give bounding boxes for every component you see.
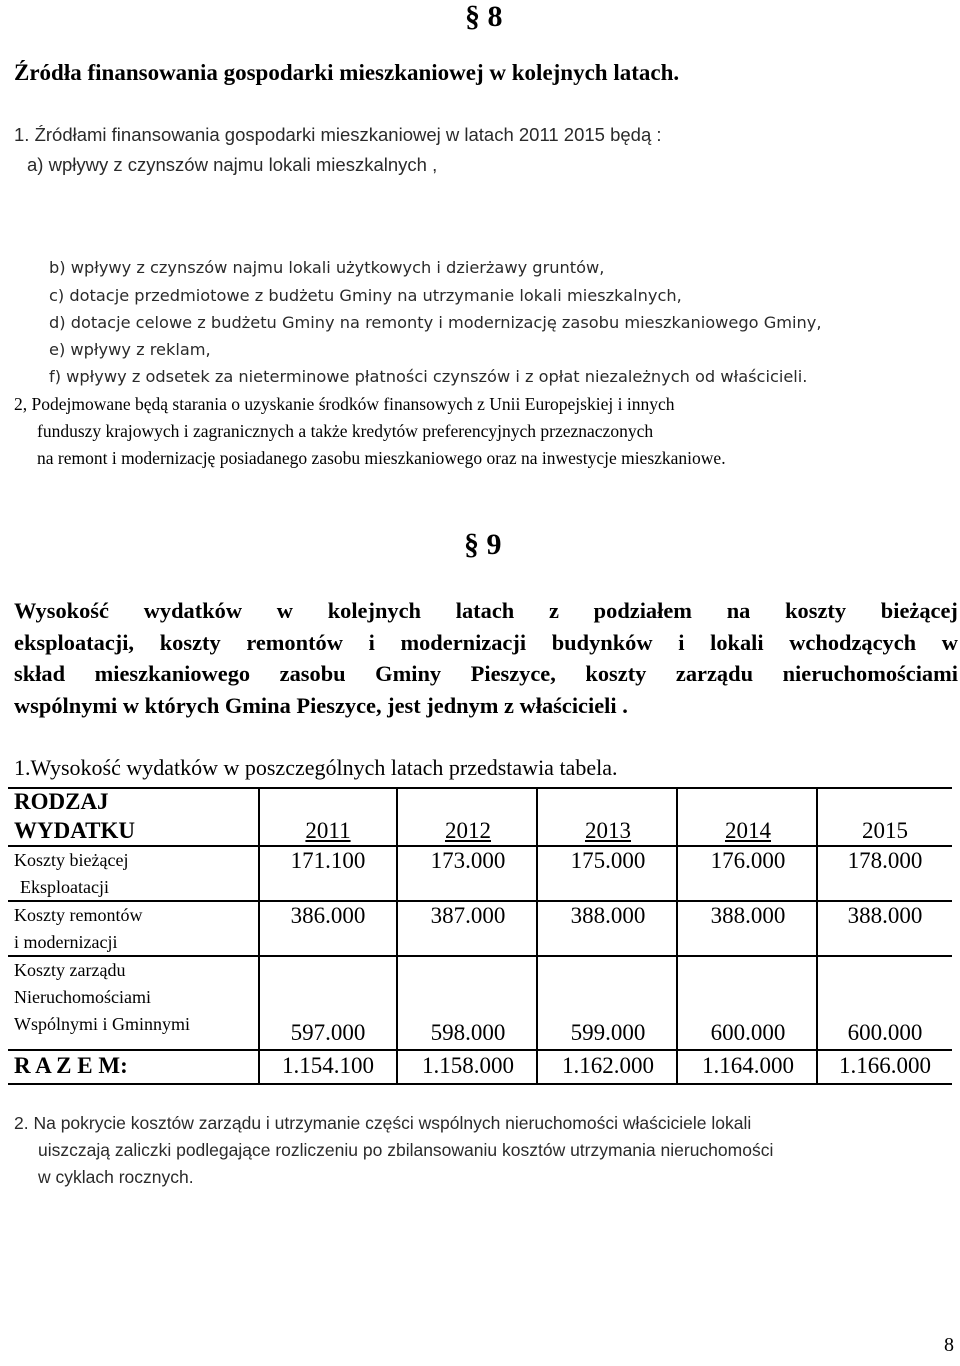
section-9-heading-line-3: skład mieszkaniowego zasobu Gminy Pieszyce, koszty zarządu nieruchomościami — [14, 661, 958, 686]
header-year-2014: 2014 — [725, 818, 771, 843]
table-rule-row-2 — [8, 955, 952, 957]
header-label-line-2: WYDATKU — [14, 818, 135, 843]
row-3-label-line-3: Wspólnymi i Gminnymi — [14, 1014, 191, 1034]
total-2013: 1.162.000 — [562, 1053, 654, 1078]
list-item-f: f) wpływy z odsetek za nieterminowe płatności czynszów i z opłat niezależnych od właścicieli. — [49, 367, 808, 386]
note-line-1: 2. Na pokrycie kosztów zarządu i utrzymanie części wspólnych nieruchomości właściciele lokali — [14, 1113, 752, 1133]
row-2-value-2012: 387.000 — [430, 903, 506, 928]
row-1-value-2014: 176.000 — [710, 848, 786, 873]
table-rule-header — [8, 845, 952, 847]
list-item-d: d) dotacje celowe z budżetu Gminy na remonty i modernizację zasobu mieszkaniowego Gminy, — [49, 313, 822, 332]
point-2-line-2: funduszy krajowych i zagranicznych a także kredytów preferencyjnych przeznaczonych — [37, 421, 654, 441]
total-2014: 1.164.000 — [702, 1053, 794, 1078]
section-9-symbol: § 9 — [464, 528, 502, 561]
header-year-2015: 2015 — [862, 818, 908, 843]
section-8-symbol: § 8 — [465, 0, 503, 33]
header-year-2013: 2013 — [585, 818, 631, 843]
row-3-label-line-2: Nieruchomościami — [14, 987, 151, 1007]
row-3-value-2015: 600.000 — [847, 1020, 923, 1045]
point-1-intro: 1. Źródłami finansowania gospodarki mieszkaniowej w latach 2011 2015 będą : — [14, 124, 662, 145]
row-1-value-2015: 178.000 — [847, 848, 923, 873]
row-1-label-line-2: Eksploatacji — [20, 877, 109, 897]
row-1-value-2011: 171.100 — [290, 848, 366, 873]
header-year-2011: 2011 — [305, 818, 351, 843]
section-9-heading-line-2: eksploatacji, koszty remontów i modernizacji budynków i lokali wchodzących w — [14, 630, 958, 655]
row-2-value-2013: 388.000 — [570, 903, 646, 928]
row-1-value-2012: 173.000 — [430, 848, 506, 873]
table-caption: 1.Wysokość wydatków w poszczególnych latach przedstawia tabela. — [14, 755, 618, 780]
row-2-label-line-1: Koszty remontów — [14, 905, 143, 925]
row-3-value-2011: 597.000 — [290, 1020, 366, 1045]
row-2-value-2015: 388.000 — [847, 903, 923, 928]
row-3-value-2012: 598.000 — [430, 1020, 506, 1045]
row-3-value-2013: 599.000 — [570, 1020, 646, 1045]
row-2-value-2014: 388.000 — [710, 903, 786, 928]
total-2011: 1.154.100 — [282, 1053, 374, 1078]
table-rule-row-1 — [8, 900, 952, 902]
point-2-line-1: 2, Podejmowane będą starania o uzyskanie środków finansowych z Unii Europejskiej i innych — [14, 394, 675, 414]
table-border-top — [8, 787, 952, 789]
row-2-label-line-2: i modernizacji — [14, 932, 118, 952]
total-2012: 1.158.000 — [422, 1053, 514, 1078]
table-rule-row-3 — [8, 1049, 952, 1051]
row-2-value-2011: 386.000 — [290, 903, 366, 928]
section-9-heading-line-1: Wysokość wydatków w kolejnych latach z podziałem na koszty bieżącej — [14, 598, 958, 623]
row-3-value-2014: 600.000 — [710, 1020, 786, 1045]
row-1-label-line-1: Koszty bieżącej — [14, 850, 129, 870]
point-2-line-3: na remont i modernizację posiadanego zasobu mieszkaniowego oraz na inwestycje mieszkaniowe. — [37, 448, 726, 468]
header-year-2012: 2012 — [445, 818, 491, 843]
row-3-label-line-1: Koszty zarządu — [14, 960, 126, 980]
note-line-2: uiszczają zaliczki podlegające rozliczeniu po zbilansowaniu kosztów utrzymania nieruchomości — [38, 1140, 774, 1160]
list-item-a: a) wpływy z czynszów najmu lokali mieszkalnych , — [27, 154, 438, 175]
expenses-table — [8, 787, 952, 1085]
total-label: R A Z E M: — [14, 1053, 128, 1078]
list-item-b: b) wpływy z czynszów najmu lokali użytkowych i dzierżawy gruntów, — [49, 258, 605, 277]
page-number: 8 — [944, 1334, 954, 1356]
section-8-heading: Źródła finansowania gospodarki mieszkaniowej w kolejnych latach. — [14, 60, 680, 85]
note-line-3: w cyklach rocznych. — [38, 1167, 194, 1187]
table-border-bottom — [8, 1083, 952, 1085]
total-2015: 1.166.000 — [839, 1053, 931, 1078]
section-9-heading-line-4: wspólnymi w których Gmina Pieszyce, jest jednym z właścicieli . — [14, 693, 628, 718]
header-label-line-1: RODZAJ — [14, 789, 109, 814]
list-item-e: e) wpływy z reklam, — [49, 340, 211, 359]
list-item-c: c) dotacje przedmiotowe z budżetu Gminy na utrzymanie lokali mieszkalnych, — [49, 286, 682, 305]
row-1-value-2013: 175.000 — [570, 848, 646, 873]
